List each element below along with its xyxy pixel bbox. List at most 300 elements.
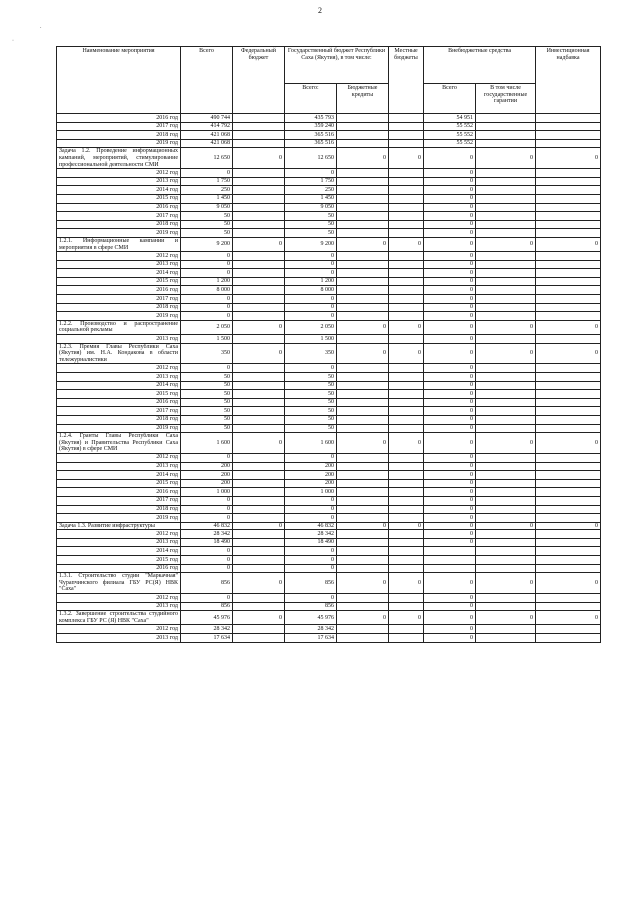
state-total-cell: 50 bbox=[285, 220, 337, 229]
state-total-cell: 0 bbox=[285, 303, 337, 312]
year-row bbox=[57, 381, 601, 390]
federal-cell bbox=[233, 139, 285, 148]
year-row bbox=[57, 260, 601, 269]
state-credits-cell bbox=[337, 462, 389, 471]
investment-cell: 0 bbox=[536, 148, 601, 169]
state-total-cell: 0 bbox=[285, 547, 337, 556]
offbudget-guarantees-cell bbox=[476, 220, 536, 229]
state-total-cell: 50 bbox=[285, 373, 337, 382]
state-total-cell: 856 bbox=[285, 602, 337, 611]
local-cell bbox=[389, 453, 424, 462]
state-credits-cell bbox=[337, 295, 389, 304]
local-cell bbox=[389, 602, 424, 611]
year-row bbox=[57, 303, 601, 312]
offbudget-total-cell: 0 bbox=[424, 634, 476, 643]
federal-cell bbox=[233, 220, 285, 229]
investment-cell bbox=[536, 564, 601, 573]
investment-cell bbox=[536, 505, 601, 514]
state-credits-cell bbox=[337, 122, 389, 131]
investment-cell bbox=[536, 407, 601, 416]
year-row bbox=[57, 398, 601, 407]
year-label: 2014 год bbox=[57, 269, 181, 278]
investment-cell bbox=[536, 335, 601, 344]
total-cell: 0 bbox=[181, 556, 233, 565]
total-cell: 1 500 bbox=[181, 335, 233, 344]
offbudget-guarantees-cell bbox=[476, 169, 536, 178]
year-label: 2013 год bbox=[57, 462, 181, 471]
year-label: 2013 год bbox=[57, 260, 181, 269]
state-credits-cell bbox=[337, 269, 389, 278]
header-name: Наименование мероприятия bbox=[57, 47, 181, 114]
table-header bbox=[57, 47, 601, 114]
local-cell bbox=[389, 260, 424, 269]
investment-cell: 0 bbox=[536, 522, 601, 530]
total-cell: 50 bbox=[181, 415, 233, 424]
year-label: 2019 год bbox=[57, 312, 181, 321]
year-label: 2018 год bbox=[57, 303, 181, 312]
local-cell: 0 bbox=[389, 148, 424, 169]
investment-cell bbox=[536, 453, 601, 462]
offbudget-total-cell: 0 bbox=[424, 424, 476, 433]
offbudget-guarantees-cell bbox=[476, 424, 536, 433]
investment-cell bbox=[536, 488, 601, 497]
offbudget-total-cell: 0 bbox=[424, 277, 476, 286]
year-label: 2013 год bbox=[57, 538, 181, 547]
investment-cell bbox=[536, 547, 601, 556]
offbudget-total-cell: 0 bbox=[424, 269, 476, 278]
task-name: Задача 1.3. Развитие инфраструктуры bbox=[57, 522, 181, 530]
offbudget-total-cell: 0 bbox=[424, 286, 476, 295]
header-federal: Федеральный бюджет bbox=[233, 47, 285, 114]
state-total-cell: 50 bbox=[285, 212, 337, 221]
local-cell bbox=[389, 303, 424, 312]
state-credits-cell: 0 bbox=[337, 237, 389, 251]
year-row bbox=[57, 269, 601, 278]
federal-cell bbox=[233, 131, 285, 140]
local-cell: 0 bbox=[389, 237, 424, 251]
local-cell bbox=[389, 381, 424, 390]
offbudget-guarantees-cell: 0 bbox=[476, 611, 536, 625]
total-cell: 350 bbox=[181, 343, 233, 364]
offbudget-guarantees-cell: 0 bbox=[476, 320, 536, 334]
state-credits-cell bbox=[337, 229, 389, 238]
total-cell: 421 068 bbox=[181, 139, 233, 148]
offbudget-guarantees-cell bbox=[476, 277, 536, 286]
state-total-cell: 12 650 bbox=[285, 148, 337, 169]
state-credits-cell bbox=[337, 114, 389, 123]
offbudget-guarantees-cell bbox=[476, 505, 536, 514]
header-offbudget: Внебюджетные средства bbox=[424, 47, 536, 84]
state-total-cell: 0 bbox=[285, 556, 337, 565]
offbudget-total-cell: 0 bbox=[424, 488, 476, 497]
state-total-cell: 50 bbox=[285, 398, 337, 407]
federal-cell bbox=[233, 390, 285, 399]
offbudget-guarantees-cell bbox=[476, 407, 536, 416]
federal-cell bbox=[233, 625, 285, 634]
offbudget-total-cell: 0 bbox=[424, 203, 476, 212]
offbudget-guarantees-cell bbox=[476, 252, 536, 261]
local-cell: 0 bbox=[389, 522, 424, 530]
local-cell: 0 bbox=[389, 433, 424, 454]
year-row bbox=[57, 415, 601, 424]
offbudget-guarantees-cell bbox=[476, 625, 536, 634]
federal-cell bbox=[233, 453, 285, 462]
local-cell: 0 bbox=[389, 320, 424, 334]
page-number: 2 bbox=[318, 6, 322, 15]
local-cell bbox=[389, 286, 424, 295]
state-credits-cell bbox=[337, 312, 389, 321]
federal-cell: 0 bbox=[233, 611, 285, 625]
year-label: 2015 год bbox=[57, 277, 181, 286]
state-total-cell: 435 793 bbox=[285, 114, 337, 123]
state-credits-cell bbox=[337, 407, 389, 416]
investment-cell bbox=[536, 114, 601, 123]
task-name: 1.3.1. Строительство студии "Маркачная" Чурапчинского филиала ГБУ РС(Я) НВК "Саха" bbox=[57, 573, 181, 594]
state-total-cell: 9 200 bbox=[285, 237, 337, 251]
offbudget-total-cell: 0 bbox=[424, 212, 476, 221]
year-label: 2016 год bbox=[57, 398, 181, 407]
federal-cell bbox=[233, 556, 285, 565]
header-off-guarantees: В том числе государственные гарантии bbox=[476, 84, 536, 114]
header-local: Местные бюджеты bbox=[389, 47, 424, 114]
state-credits-cell bbox=[337, 505, 389, 514]
federal-cell bbox=[233, 186, 285, 195]
year-label: 2018 год bbox=[57, 415, 181, 424]
state-total-cell: 1 000 bbox=[285, 488, 337, 497]
year-label: 2014 год bbox=[57, 381, 181, 390]
offbudget-total-cell: 0 bbox=[424, 303, 476, 312]
local-cell bbox=[389, 530, 424, 539]
local-cell bbox=[389, 471, 424, 480]
state-credits-cell bbox=[337, 186, 389, 195]
total-cell: 9 200 bbox=[181, 237, 233, 251]
total-cell: 28 342 bbox=[181, 530, 233, 539]
local-cell bbox=[389, 186, 424, 195]
state-total-cell: 18 490 bbox=[285, 538, 337, 547]
total-cell: 28 342 bbox=[181, 625, 233, 634]
offbudget-guarantees-cell: 0 bbox=[476, 343, 536, 364]
investment-cell bbox=[536, 286, 601, 295]
offbudget-guarantees-cell bbox=[476, 269, 536, 278]
task-name: Задача 1.2. Проведение информационных кампаний, мероприятий, стимулирование профессиональной деятельности СМИ bbox=[57, 148, 181, 169]
state-total-cell: 0 bbox=[285, 312, 337, 321]
federal-cell bbox=[233, 547, 285, 556]
total-cell: 2 050 bbox=[181, 320, 233, 334]
total-cell: 12 650 bbox=[181, 148, 233, 169]
offbudget-guarantees-cell bbox=[476, 496, 536, 505]
federal-cell bbox=[233, 407, 285, 416]
local-cell bbox=[389, 538, 424, 547]
total-cell: 0 bbox=[181, 169, 233, 178]
task-name: 1.2.4. Гранты Главы Республики Саха (Якутия) и Правительства Республики Саха (Якутия) в сфере СМИ bbox=[57, 433, 181, 454]
total-cell: 1 600 bbox=[181, 433, 233, 454]
offbudget-total-cell: 0 bbox=[424, 335, 476, 344]
federal-cell bbox=[233, 177, 285, 186]
investment-cell: 0 bbox=[536, 320, 601, 334]
year-row bbox=[57, 131, 601, 140]
state-total-cell: 28 342 bbox=[285, 625, 337, 634]
offbudget-total-cell: 0 bbox=[424, 479, 476, 488]
local-cell bbox=[389, 122, 424, 131]
total-cell: 421 068 bbox=[181, 131, 233, 140]
total-cell: 8 000 bbox=[181, 286, 233, 295]
year-label: 2016 год bbox=[57, 286, 181, 295]
state-credits-cell bbox=[337, 625, 389, 634]
total-cell: 856 bbox=[181, 573, 233, 594]
state-credits-cell bbox=[337, 139, 389, 148]
investment-cell bbox=[536, 139, 601, 148]
offbudget-total-cell: 0 bbox=[424, 390, 476, 399]
offbudget-total-cell: 0 bbox=[424, 312, 476, 321]
investment-cell bbox=[536, 169, 601, 178]
year-label: 2012 год bbox=[57, 530, 181, 539]
year-row bbox=[57, 462, 601, 471]
year-row bbox=[57, 122, 601, 131]
offbudget-total-cell: 0 bbox=[424, 220, 476, 229]
state-total-cell: 0 bbox=[285, 169, 337, 178]
state-total-cell: 1 450 bbox=[285, 194, 337, 203]
year-label: 2018 год bbox=[57, 505, 181, 514]
investment-cell bbox=[536, 373, 601, 382]
offbudget-guarantees-cell bbox=[476, 415, 536, 424]
year-row bbox=[57, 634, 601, 643]
offbudget-total-cell: 0 bbox=[424, 462, 476, 471]
federal-cell bbox=[233, 122, 285, 131]
year-row bbox=[57, 547, 601, 556]
local-cell bbox=[389, 488, 424, 497]
investment-cell bbox=[536, 277, 601, 286]
state-total-cell: 8 000 bbox=[285, 286, 337, 295]
year-label: 2013 год bbox=[57, 602, 181, 611]
local-cell: 0 bbox=[389, 343, 424, 364]
year-label: 2013 год bbox=[57, 373, 181, 382]
total-cell: 0 bbox=[181, 496, 233, 505]
state-credits-cell bbox=[337, 634, 389, 643]
federal-cell bbox=[233, 564, 285, 573]
year-label: 2012 год bbox=[57, 453, 181, 462]
year-row bbox=[57, 530, 601, 539]
total-cell: 250 bbox=[181, 186, 233, 195]
state-total-cell: 0 bbox=[285, 295, 337, 304]
offbudget-guarantees-cell bbox=[476, 312, 536, 321]
task-row bbox=[57, 433, 601, 454]
state-total-cell: 200 bbox=[285, 462, 337, 471]
offbudget-total-cell: 0 bbox=[424, 407, 476, 416]
year-label: 2013 год bbox=[57, 634, 181, 643]
task-row bbox=[57, 343, 601, 364]
state-credits-cell bbox=[337, 556, 389, 565]
investment-cell bbox=[536, 625, 601, 634]
year-label: 2012 год bbox=[57, 625, 181, 634]
offbudget-total-cell: 0 bbox=[424, 229, 476, 238]
year-label: 2019 год bbox=[57, 424, 181, 433]
offbudget-total-cell: 0 bbox=[424, 177, 476, 186]
federal-cell bbox=[233, 530, 285, 539]
local-cell bbox=[389, 269, 424, 278]
investment-cell bbox=[536, 269, 601, 278]
task-name: 1.3.2. Завершение строительства студийного комплекса ГБУ РС (Я) НВК "Саха" bbox=[57, 611, 181, 625]
year-label: 2012 год bbox=[57, 252, 181, 261]
year-row bbox=[57, 488, 601, 497]
task-name: 1.2.3. Премия Главы Республики Саха (Якутия) им. Н.А. Кондакова в области тележурналистики bbox=[57, 343, 181, 364]
offbudget-guarantees-cell bbox=[476, 602, 536, 611]
investment-cell bbox=[536, 229, 601, 238]
header-total: Всего bbox=[181, 47, 233, 114]
state-credits-cell bbox=[337, 373, 389, 382]
offbudget-guarantees-cell bbox=[476, 556, 536, 565]
federal-cell bbox=[233, 602, 285, 611]
offbudget-total-cell: 0 bbox=[424, 505, 476, 514]
offbudget-guarantees-cell bbox=[476, 390, 536, 399]
total-cell: 50 bbox=[181, 381, 233, 390]
state-credits-cell bbox=[337, 220, 389, 229]
offbudget-total-cell: 0 bbox=[424, 194, 476, 203]
federal-cell bbox=[233, 462, 285, 471]
state-total-cell: 17 634 bbox=[285, 634, 337, 643]
state-credits-cell: 0 bbox=[337, 611, 389, 625]
local-cell bbox=[389, 505, 424, 514]
offbudget-total-cell: 55 552 bbox=[424, 131, 476, 140]
federal-cell bbox=[233, 488, 285, 497]
state-credits-cell bbox=[337, 424, 389, 433]
total-cell: 1 750 bbox=[181, 177, 233, 186]
year-label: 2012 год bbox=[57, 594, 181, 603]
header-off-total: Всего bbox=[424, 84, 476, 114]
offbudget-guarantees-cell: 0 bbox=[476, 433, 536, 454]
state-credits-cell bbox=[337, 594, 389, 603]
federal-cell bbox=[233, 169, 285, 178]
year-label: 2016 год bbox=[57, 203, 181, 212]
federal-cell bbox=[233, 212, 285, 221]
offbudget-guarantees-cell bbox=[476, 530, 536, 539]
year-row bbox=[57, 453, 601, 462]
federal-cell bbox=[233, 295, 285, 304]
state-credits-cell bbox=[337, 471, 389, 480]
investment-cell bbox=[536, 381, 601, 390]
header-investment: Инвестиционная надбавка bbox=[536, 47, 601, 114]
investment-cell bbox=[536, 203, 601, 212]
state-total-cell: 250 bbox=[285, 186, 337, 195]
state-total-cell: 1 750 bbox=[285, 177, 337, 186]
offbudget-total-cell: 55 552 bbox=[424, 139, 476, 148]
investment-cell bbox=[536, 424, 601, 433]
offbudget-total-cell: 0 bbox=[424, 522, 476, 530]
year-row bbox=[57, 203, 601, 212]
year-row bbox=[57, 139, 601, 148]
local-cell bbox=[389, 220, 424, 229]
investment-cell bbox=[536, 556, 601, 565]
year-label: 2019 год bbox=[57, 514, 181, 523]
local-cell bbox=[389, 594, 424, 603]
offbudget-total-cell: 0 bbox=[424, 602, 476, 611]
offbudget-total-cell bbox=[424, 556, 476, 565]
year-label: 2017 год bbox=[57, 407, 181, 416]
local-cell bbox=[389, 212, 424, 221]
total-cell: 200 bbox=[181, 471, 233, 480]
offbudget-total-cell: 0 bbox=[424, 594, 476, 603]
offbudget-total-cell: 0 bbox=[424, 373, 476, 382]
investment-cell bbox=[536, 220, 601, 229]
year-label: 2013 год bbox=[57, 177, 181, 186]
year-row bbox=[57, 594, 601, 603]
year-row bbox=[57, 479, 601, 488]
year-label: 2017 год bbox=[57, 212, 181, 221]
investment-cell: 0 bbox=[536, 343, 601, 364]
state-credits-cell bbox=[337, 194, 389, 203]
local-cell bbox=[389, 114, 424, 123]
offbudget-guarantees-cell bbox=[476, 634, 536, 643]
offbudget-total-cell: 0 bbox=[424, 237, 476, 251]
offbudget-guarantees-cell bbox=[476, 564, 536, 573]
local-cell bbox=[389, 194, 424, 203]
year-row bbox=[57, 625, 601, 634]
investment-cell bbox=[536, 471, 601, 480]
investment-cell bbox=[536, 479, 601, 488]
state-total-cell: 0 bbox=[285, 453, 337, 462]
year-row bbox=[57, 407, 601, 416]
federal-cell: 0 bbox=[233, 320, 285, 334]
local-cell bbox=[389, 373, 424, 382]
offbudget-total-cell: 0 bbox=[424, 260, 476, 269]
year-row bbox=[57, 277, 601, 286]
scan-speck: · bbox=[12, 38, 14, 44]
year-row bbox=[57, 286, 601, 295]
year-row bbox=[57, 177, 601, 186]
year-label: 2014 год bbox=[57, 186, 181, 195]
offbudget-total-cell: 54 951 bbox=[424, 114, 476, 123]
year-label: 2017 год bbox=[57, 496, 181, 505]
federal-cell bbox=[233, 398, 285, 407]
total-cell: 0 bbox=[181, 303, 233, 312]
total-cell: 1 450 bbox=[181, 194, 233, 203]
year-row bbox=[57, 114, 601, 123]
investment-cell bbox=[536, 303, 601, 312]
year-label: 2014 год bbox=[57, 547, 181, 556]
total-cell: 0 bbox=[181, 547, 233, 556]
federal-cell bbox=[233, 260, 285, 269]
offbudget-guarantees-cell bbox=[476, 177, 536, 186]
local-cell bbox=[389, 398, 424, 407]
state-credits-cell: 0 bbox=[337, 433, 389, 454]
state-credits-cell bbox=[337, 212, 389, 221]
total-cell: 50 bbox=[181, 229, 233, 238]
local-cell bbox=[389, 415, 424, 424]
year-row bbox=[57, 556, 601, 565]
investment-cell bbox=[536, 594, 601, 603]
investment-cell bbox=[536, 252, 601, 261]
state-credits-cell bbox=[337, 415, 389, 424]
offbudget-total-cell: 0 bbox=[424, 398, 476, 407]
total-cell: 856 bbox=[181, 602, 233, 611]
year-label: 2019 год bbox=[57, 229, 181, 238]
federal-cell: 0 bbox=[233, 522, 285, 530]
offbudget-guarantees-cell bbox=[476, 139, 536, 148]
investment-cell bbox=[536, 194, 601, 203]
state-total-cell: 200 bbox=[285, 471, 337, 480]
budget-table bbox=[56, 46, 601, 643]
federal-cell bbox=[233, 381, 285, 390]
local-cell bbox=[389, 514, 424, 523]
year-label: 2015 год bbox=[57, 556, 181, 565]
year-row bbox=[57, 220, 601, 229]
total-cell: 0 bbox=[181, 453, 233, 462]
year-row bbox=[57, 312, 601, 321]
offbudget-total-cell: 0 bbox=[424, 381, 476, 390]
investment-cell bbox=[536, 496, 601, 505]
total-cell: 200 bbox=[181, 462, 233, 471]
federal-cell: 0 bbox=[233, 237, 285, 251]
total-cell: 0 bbox=[181, 564, 233, 573]
